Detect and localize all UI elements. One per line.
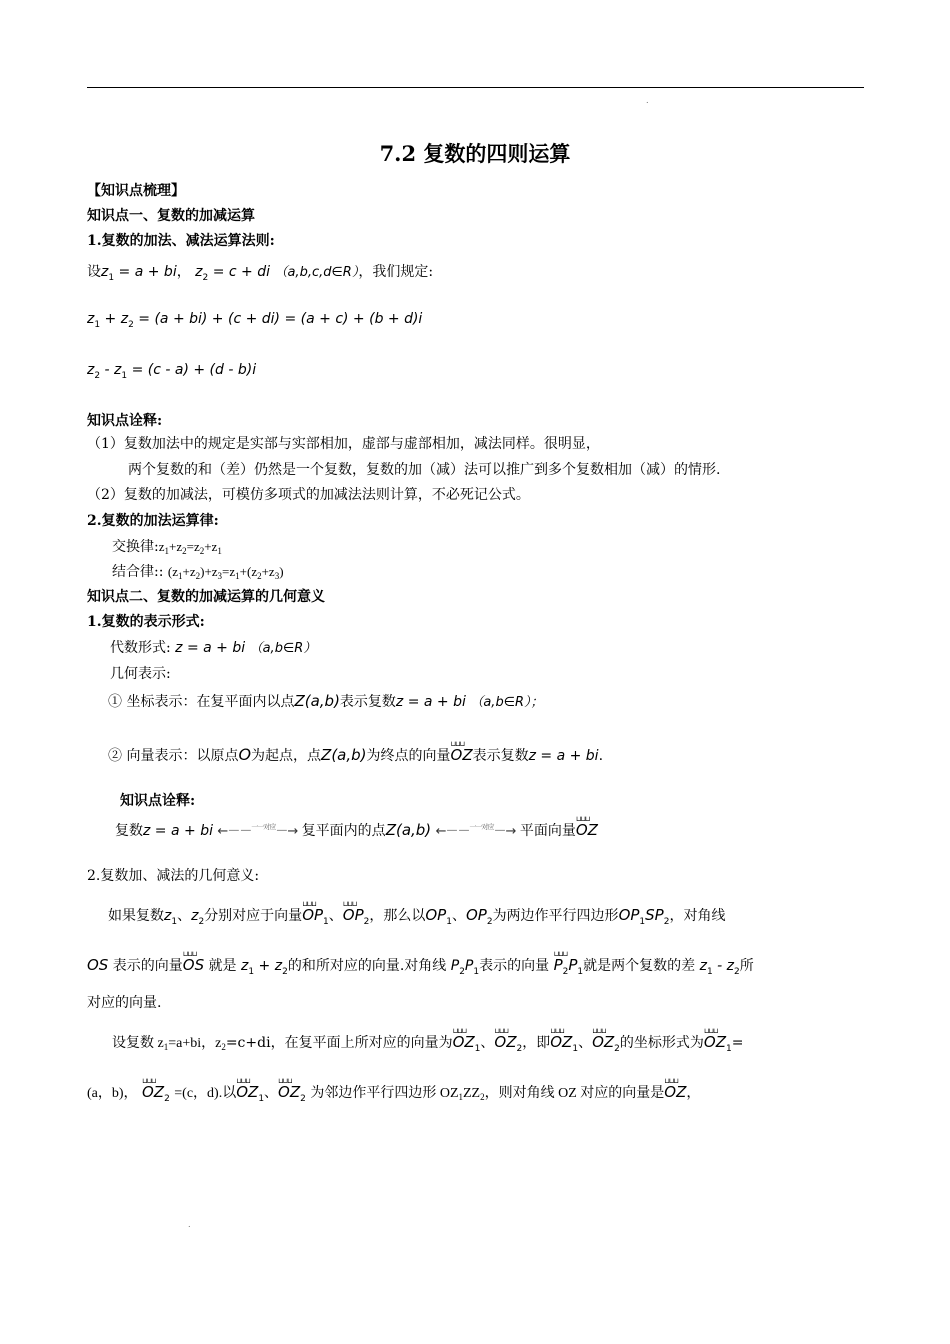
paragraph-5: (a，b)， ⊔⊔⊔ $OZ_2 =(c$，d).以⊔⊔⊔ $OZ_1$、⊔⊔⊔ $OZ_2$ 为邻边作平行四边形 $OZ_1ZZ_2$，则对角线 OZ 对应的向量是⊔⊔⊔ OZ， (87, 1082, 700, 1105)
bijection-arrow: ←－－$^{一一对应}$－→ (217, 823, 298, 839)
note2: （2）复数的加减法，可模仿多项式的加减法法则计算，不必死记公式。 (87, 487, 530, 503)
note1-line2: 两个复数的和（差）仍然是一个复数，复数的加（减）法可以推广到多个复数相加（减）的情形. (128, 462, 721, 478)
section1-sub2: 2.复数的加法运算律: (87, 513, 219, 529)
algebraic-form: 代数形式: z = a + bi （a,b∈R） (110, 640, 317, 656)
definition-line: 设$z_1 = a$ + bi， $z_2 = c$ + di （a,b,c,d∈R），我们规定: (87, 264, 434, 283)
subtraction-formula: $z_2 - z_1 = (c - a) + (d - b)i$ (87, 362, 257, 381)
commutative-law: 交换律$:z_1+z_2=z_2+z_1$ (112, 539, 222, 556)
addition-formula: $z_1 + z_2 = (a + bi) + (c + di) = (a + c) + (b + d)i$ (87, 311, 423, 330)
paragraph-4: 设复数 $z_1=a+bi$，$z_2=c+di$，在复平面上所对应的向量为⊔⊔⊔ $OZ_1$、⊔⊔⊔ $OZ_2$，即⊔⊔⊔ $OZ_1$、⊔⊔⊔ $OZ_2$的坐标形式为⊔⊔⊔ $OZ_1=$ (112, 1032, 743, 1055)
page-title: 7.2 复数的四则运算 (379, 141, 571, 166)
coordinate-representation: ① 坐标表示：在复平面内以点Z(a,b)表示复数z = a + bi （a,b∈R）； (108, 692, 544, 710)
paragraph-1: 如果复数$z_1$、$z_2$分别对应于向量⊔⊔⊔ $OP_1$、⊔⊔⊔ $OP_2$，那么以$OP_1$、$OP_2$为两边作平行四边形$OP_1SP_2$，对角线 (108, 905, 725, 928)
note-heading-1: 知识点诠释: (87, 413, 163, 429)
review-heading: 【知识点梳理】 (87, 183, 185, 199)
section3-heading: 2.复数加、减法的几何意义: (87, 868, 260, 884)
paragraph-3: 对应的向量. (87, 995, 162, 1011)
vector-oz: ⊔⊔⊔ OZ (451, 745, 473, 765)
footer-dot: . (188, 1220, 191, 1229)
header-rule (87, 87, 864, 88)
note1-line1: （1）复数加法中的规定是实部与实部相加，虚部与虚部相加，减法同样。很明显， (87, 436, 600, 452)
section1-heading: 知识点一、复数的加减运算 (87, 208, 255, 224)
associative-law: 结合律:: $(z_1+z_2)+z_3=z_1+(z_2+z_3)$ (112, 564, 284, 581)
bijection-arrow: ←－－$^{一一对应}$－→ (435, 823, 516, 839)
geometric-label: 几何表示: (110, 666, 171, 682)
header-dot: . (646, 96, 649, 105)
note-heading-2: 知识点诠释: (120, 793, 196, 809)
section2-sub1: 1.复数的表示形式: (87, 614, 205, 630)
correspondence-line: 复数z = a + bi ←－－$^{一一对应}$－→ 复平面内的点Z(a,b) ←－－$^{一一对应}$－→ 平面向量⊔⊔⊔ OZ (115, 820, 598, 843)
section1-sub1: 1.复数的加法、减法运算法则: (87, 233, 275, 249)
vector-representation: ② 向量表示：以原点O为起点，点Z(a,b)为终点的向量⊔⊔⊔ OZ表示复数z = a + bi. (108, 745, 603, 766)
paragraph-2: OS 表示的向量⊔⊔⊔ OS 就是 $z_1 + z_2$的和所对应的向量.对角线 $P_2P_1$表示的向量 ⊔⊔⊔ $P_2P_1$就是两个复数的差 $z_1 - z_2$所 (87, 955, 754, 978)
section2-heading: 知识点二、复数的加减运算的几何意义 (87, 589, 325, 605)
